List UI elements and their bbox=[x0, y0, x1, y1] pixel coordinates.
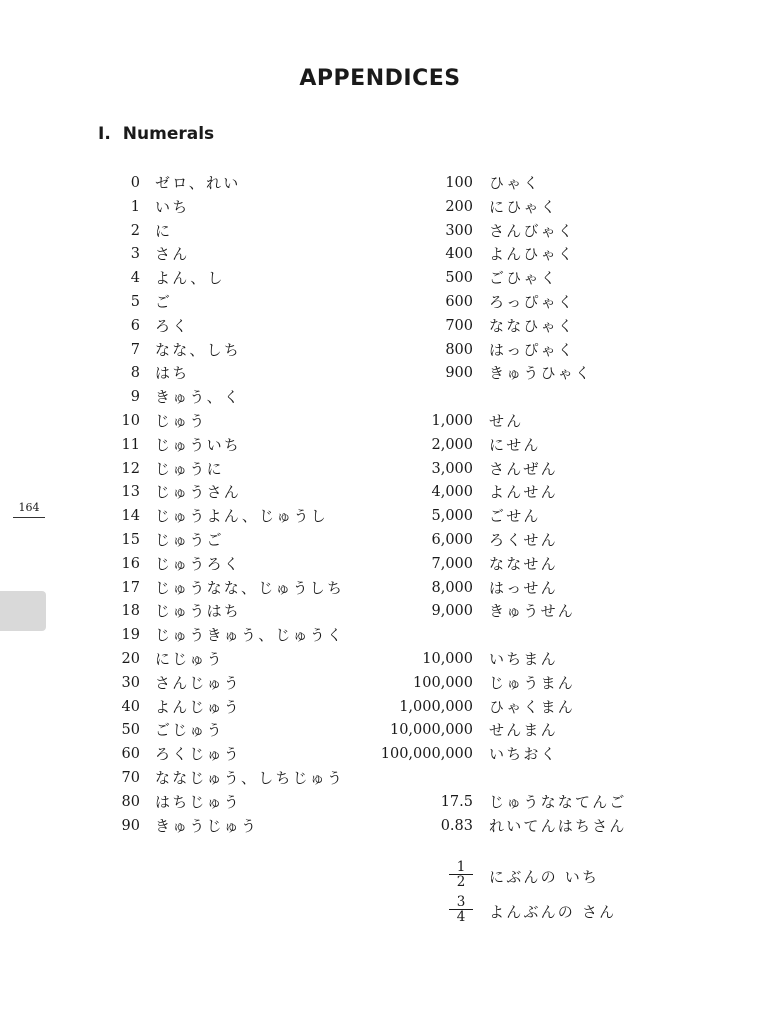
numeral-value: 100 bbox=[445, 175, 473, 191]
numeral-reading: いちおく bbox=[489, 745, 558, 764]
side-tab-marker bbox=[0, 591, 46, 631]
numeral-row bbox=[340, 339, 627, 363]
numeral-reading: ろっぴゃく bbox=[489, 292, 576, 311]
numeral-row bbox=[80, 791, 344, 815]
numeral-value: 200 bbox=[445, 198, 473, 215]
numeral-value: 80 bbox=[121, 793, 140, 810]
numeral-row bbox=[340, 505, 627, 529]
numeral-value: 8 bbox=[130, 365, 140, 382]
numeral-reading: よん、し bbox=[155, 269, 225, 288]
numeral-value: 5 bbox=[130, 293, 140, 310]
numeral-reading: はっせん bbox=[489, 578, 558, 597]
numeral-reading: じゅうご bbox=[155, 530, 224, 549]
numeral-row bbox=[80, 267, 344, 291]
numeral-value: 800 bbox=[445, 341, 473, 358]
fraction-reading: よんぶんの さん bbox=[489, 903, 617, 921]
numeral-row bbox=[340, 743, 627, 767]
numeral-row bbox=[340, 719, 627, 743]
fraction-numerator: 1 bbox=[456, 859, 466, 875]
fraction-denominator: 4 bbox=[456, 909, 466, 925]
numeral-reading: じゅうに bbox=[155, 459, 224, 478]
fraction bbox=[450, 895, 472, 924]
numeral-value: 3,000 bbox=[431, 460, 473, 477]
numeral-row bbox=[80, 362, 344, 386]
numeral-value: 2,000 bbox=[431, 436, 473, 453]
numeral-reading: さん bbox=[155, 245, 190, 264]
numeral-row bbox=[340, 767, 627, 791]
numeral-value: 50 bbox=[121, 722, 140, 739]
numeral-reading: ななひゃく bbox=[489, 316, 576, 335]
numeral-reading: ろく bbox=[155, 316, 190, 335]
numeral-value: 9 bbox=[130, 389, 140, 406]
numeral-row bbox=[340, 529, 627, 553]
numeral-reading: さんびゃく bbox=[489, 221, 576, 240]
numeral-value: 1,000 bbox=[431, 412, 473, 429]
numeral-reading: に bbox=[155, 221, 173, 240]
numeral-row bbox=[80, 577, 344, 601]
numeral-reading: よんせん bbox=[489, 483, 558, 502]
numeral-reading: じゅうはち bbox=[155, 602, 242, 621]
numeral-reading: よんじゅう bbox=[155, 697, 242, 716]
numeral-reading: さんぜん bbox=[489, 459, 558, 478]
numeral-value: 19 bbox=[121, 627, 140, 644]
numeral-reading: きゅうひゃく bbox=[489, 364, 593, 383]
page-title: APPENDICES bbox=[299, 66, 461, 91]
numeral-row bbox=[80, 529, 344, 553]
numeral-value: 18 bbox=[121, 603, 140, 620]
numeral-value: 4,000 bbox=[431, 484, 473, 501]
numeral-row bbox=[80, 743, 344, 767]
numeral-value: 10,000 bbox=[422, 650, 473, 667]
numeral-row bbox=[80, 624, 344, 648]
numeral-reading: にひゃく bbox=[489, 197, 558, 216]
numeral-row bbox=[340, 624, 627, 648]
numeral-value: 0.83 bbox=[440, 817, 473, 834]
numeral-row bbox=[80, 648, 344, 672]
numeral-row bbox=[340, 220, 627, 244]
numeral-reading: にせん bbox=[489, 435, 541, 454]
numeral-reading: じゅうろく bbox=[155, 554, 242, 573]
numeral-row bbox=[340, 481, 627, 505]
numeral-row bbox=[80, 458, 344, 482]
numeral-reading: じゅういち bbox=[155, 435, 242, 454]
numeral-value: 20 bbox=[121, 650, 140, 667]
numeral-row bbox=[80, 672, 344, 696]
numeral-value: 4 bbox=[130, 270, 140, 287]
numeral-row bbox=[80, 220, 344, 244]
numeral-row bbox=[340, 648, 627, 672]
numeral-row bbox=[340, 196, 627, 220]
numeral-reading: じゅうよん、じゅうし bbox=[155, 507, 328, 526]
numeral-value: 40 bbox=[121, 698, 140, 715]
numeral-reading: ななせん bbox=[489, 554, 558, 573]
numeral-reading: ご bbox=[155, 292, 173, 311]
numeral-value: 70 bbox=[121, 769, 140, 786]
numeral-reading: にじゅう bbox=[155, 649, 224, 668]
numeral-reading: ひゃくまん bbox=[489, 697, 576, 716]
numeral-reading: さんじゅう bbox=[155, 673, 242, 692]
numeral-row bbox=[340, 600, 627, 624]
section-number: Ⅰ. bbox=[98, 124, 111, 144]
numeral-value: 17 bbox=[121, 579, 140, 596]
numeral-reading: ごせん bbox=[489, 507, 541, 526]
fraction-denominator: 2 bbox=[456, 874, 466, 890]
numeral-reading: きゅうじゅう bbox=[155, 816, 259, 835]
numeral-reading: ろくじゅう bbox=[155, 745, 242, 764]
numeral-row bbox=[80, 505, 344, 529]
numeral-row bbox=[340, 243, 627, 267]
numeral-value: 10 bbox=[121, 412, 140, 429]
numeral-reading: ひゃく bbox=[489, 174, 541, 192]
numeral-reading: ごじゅう bbox=[155, 721, 224, 740]
numeral-row bbox=[80, 339, 344, 363]
numeral-row bbox=[80, 386, 344, 410]
numeral-row bbox=[340, 172, 627, 196]
numeral-reading: じゅう bbox=[155, 411, 207, 430]
numeral-row bbox=[80, 696, 344, 720]
numeral-value: 12 bbox=[121, 460, 140, 477]
numeral-value: 6 bbox=[130, 317, 140, 334]
numeral-row bbox=[80, 719, 344, 743]
numeral-row bbox=[80, 481, 344, 505]
fraction-numerator: 3 bbox=[456, 894, 466, 910]
numeral-value: 1 bbox=[130, 198, 140, 215]
numeral-reading: せん bbox=[489, 411, 524, 430]
section-heading bbox=[98, 124, 214, 144]
numeral-value: 13 bbox=[121, 484, 140, 501]
numeral-row bbox=[340, 434, 627, 458]
numeral-row bbox=[340, 315, 627, 339]
numeral-row bbox=[340, 362, 627, 386]
numeral-value: 14 bbox=[121, 508, 140, 525]
numeral-reading: はっぴゃく bbox=[489, 340, 576, 359]
numeral-row bbox=[340, 696, 627, 720]
numeral-value: 11 bbox=[121, 436, 140, 453]
numeral-row bbox=[80, 767, 344, 791]
numerals-left-column bbox=[80, 172, 344, 838]
numeral-row bbox=[80, 553, 344, 577]
fraction bbox=[450, 860, 472, 889]
numeral-value: 2 bbox=[130, 222, 140, 239]
numeral-reading: じゅうきゅう、じゅうく bbox=[155, 626, 345, 645]
section-title: Numerals bbox=[122, 124, 215, 144]
numeral-row bbox=[340, 458, 627, 482]
numeral-row bbox=[340, 815, 627, 839]
numeral-row bbox=[80, 196, 344, 220]
numeral-reading: れいてんはちさん bbox=[489, 816, 627, 835]
numeral-reading: はちじゅう bbox=[155, 792, 242, 811]
numeral-value: 5,000 bbox=[431, 508, 473, 525]
numeral-value: 100,000,000 bbox=[380, 746, 473, 763]
numeral-reading: ゼロ、れい bbox=[155, 174, 241, 192]
numeral-reading: じゅうなな、じゅうしち bbox=[155, 578, 345, 597]
numeral-reading: ろくせん bbox=[489, 530, 558, 549]
numeral-row bbox=[80, 291, 344, 315]
numeral-value: 17.5 bbox=[440, 793, 473, 810]
numeral-row bbox=[340, 410, 627, 434]
numeral-reading: いち bbox=[155, 197, 190, 216]
numeral-row bbox=[80, 315, 344, 339]
fraction-reading: にぶんの いち bbox=[489, 868, 600, 886]
numeral-row bbox=[80, 172, 344, 196]
numeral-reading: ごひゃく bbox=[489, 269, 558, 288]
numeral-value: 900 bbox=[445, 365, 473, 382]
numeral-reading: じゅうまん bbox=[489, 673, 576, 692]
numeral-row bbox=[80, 434, 344, 458]
numerals-right-column bbox=[340, 172, 627, 838]
numeral-value: 10,000,000 bbox=[389, 722, 473, 739]
numeral-value: 15 bbox=[121, 531, 140, 548]
numeral-value: 8,000 bbox=[431, 579, 473, 596]
numeral-value: 500 bbox=[445, 270, 473, 287]
numeral-row bbox=[340, 553, 627, 577]
numeral-value: 6,000 bbox=[431, 531, 473, 548]
numeral-value: 9,000 bbox=[431, 603, 473, 620]
numeral-value: 400 bbox=[445, 246, 473, 263]
numeral-row bbox=[340, 267, 627, 291]
numeral-reading: はち bbox=[155, 364, 190, 383]
numeral-row bbox=[80, 600, 344, 624]
page-number: 164 bbox=[13, 501, 45, 518]
numeral-reading: せんまん bbox=[489, 721, 558, 740]
numeral-value: 300 bbox=[445, 222, 473, 239]
numeral-value: 100,000 bbox=[413, 674, 473, 691]
numeral-value: 90 bbox=[121, 817, 140, 834]
numeral-reading: きゅう、く bbox=[155, 388, 242, 407]
numeral-row bbox=[80, 410, 344, 434]
numeral-value: 7 bbox=[130, 341, 140, 358]
numeral-value: 7,000 bbox=[431, 555, 473, 572]
numeral-row bbox=[340, 791, 627, 815]
numeral-reading: なな、しち bbox=[155, 340, 242, 359]
numeral-reading: よんひゃく bbox=[489, 245, 576, 264]
numeral-row bbox=[340, 386, 627, 410]
numeral-value: 16 bbox=[121, 555, 140, 572]
numeral-reading: ななじゅう、しちじゅう bbox=[155, 768, 345, 787]
numeral-reading: いちまん bbox=[489, 649, 558, 668]
numeral-row bbox=[80, 815, 344, 839]
numeral-reading: じゅうさん bbox=[155, 483, 242, 502]
numeral-value: 30 bbox=[121, 674, 140, 691]
numeral-row bbox=[340, 291, 627, 315]
numeral-reading: きゅうせん bbox=[489, 602, 576, 621]
numeral-row bbox=[340, 672, 627, 696]
numeral-value: 3 bbox=[130, 246, 140, 263]
numeral-row bbox=[80, 243, 344, 267]
numeral-value: 600 bbox=[445, 293, 473, 310]
numeral-value: 1,000,000 bbox=[399, 698, 473, 715]
numeral-value: 60 bbox=[121, 746, 140, 763]
numeral-row bbox=[340, 577, 627, 601]
numeral-value: 0 bbox=[130, 175, 140, 191]
numeral-value: 700 bbox=[445, 317, 473, 334]
numeral-reading: じゅうななてんご bbox=[489, 792, 627, 811]
